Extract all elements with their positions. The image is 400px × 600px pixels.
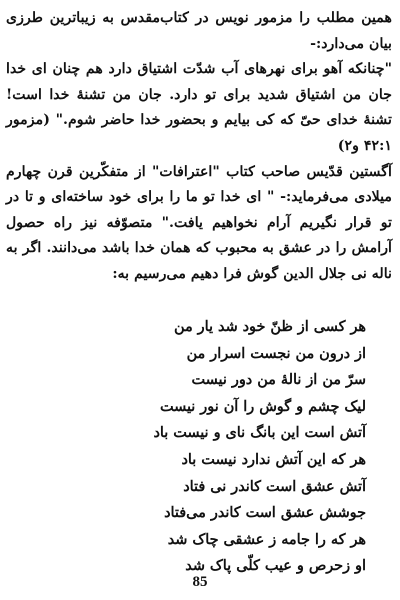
poem-line: لیک چشم و گوش را آن نور نیست (159, 397, 366, 415)
page-number: 85 (192, 574, 208, 590)
paragraph-augustine: آگستین قدّیس صاحب کتاب "اعترافات" از متفکّرین قرن چهارم میلادی می‌فرماید:- " ای خدا تو ما را برای خود ساخته‌ای و تا در تو قرار نگیریم آرام نخواهیم یافت." متصوّفه نیز راه حصول آرامش را در عشق به محبوب که همان خدا باشد می‌دانند. اگر به ناله نی جلال الدین گوش فرا دهیم می‌رسیم به: (6, 163, 392, 282)
paragraph-intro: همین مطلب را مزمور نویس در کتاب‌مقدس به زیباترین طرزی بیان می‌دارد:- (6, 10, 392, 52)
poem-block (106, 314, 366, 580)
paragraph-psalm-quote: "چنانکه آهو برای نهرهای آب شدّت اشتیاق دارد هم چنان ای خدا جان من اشتیاق شدید برای تو دارد. جان من تشنهٔ خدا است! تشنهٔ خدای حیّ که کی بیایم و بحضور خدا حاضر شوم." (مزمور ۴۲:۱ و۲) (6, 61, 392, 154)
poem-line: آتش عشق است کاندر نی فتاد (183, 477, 366, 495)
poem-line: هر کسی از ظنّ خود شد یار من (174, 318, 366, 335)
poem-line: او زحرص و عیب کلّی پاک شد (185, 557, 366, 575)
poem-line: جوشش عشق است کاندر می‌فتاد (164, 504, 366, 522)
poem-line: هر که را جامه ز عشقی چاک شد (167, 530, 366, 548)
poem-line: از درون من نجست اسرار من (186, 344, 366, 362)
poem-line: هر که این آتش ندارد نیست باد (181, 450, 366, 468)
body-text (6, 6, 392, 288)
poem-line: آتش است این بانگ نای و نیست باد (153, 424, 366, 442)
poem-line: سرّ من از نالهٔ من دور نیست (191, 371, 366, 389)
